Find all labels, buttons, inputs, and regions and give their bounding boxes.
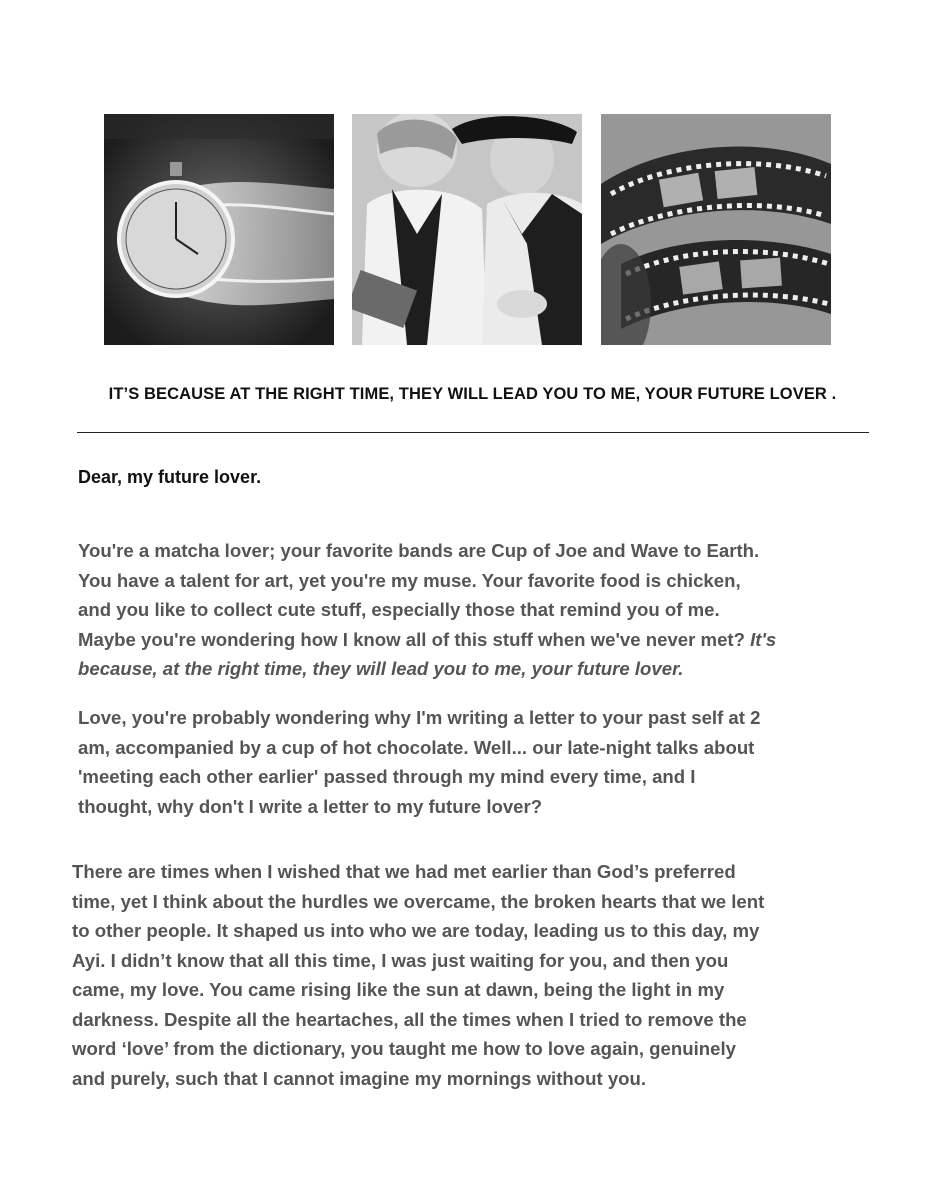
paragraph-1	[78, 536, 878, 684]
paragraph-3-line: came, my love. You came rising like the sun at dawn, being the light in my	[72, 979, 725, 1000]
paragraph-2-line: 'meeting each other earlier' passed through my mind every time, and I	[78, 766, 696, 787]
paragraph-3-line: and purely, such that I cannot imagine my mornings without you.	[72, 1067, 647, 1089]
two-boys-icon	[352, 114, 582, 345]
pocket-watch-icon	[104, 114, 334, 345]
paragraph-1-italic-end: because, at the right time, they will lead you to me, your future lover.	[78, 658, 684, 679]
paragraph-1-line	[78, 625, 878, 655]
paragraph-1-line-text: Maybe you're wondering how I know all of this stuff when we've never met?	[78, 628, 745, 650]
pocket-watch-photo	[104, 114, 334, 345]
headline: IT’S BECAUSE AT THE RIGHT TIME, THEY WILL LEAD YOU TO ME, YOUR FUTURE LOVER .	[108, 385, 837, 403]
paragraph-3-line: darkness. Despite all the heartaches, all the times when I tried to remove the	[72, 1008, 747, 1030]
paragraph-1-italic-start: It's	[750, 628, 777, 650]
paragraph-3-line: Ayi. I didn’t know that all this time, I was just waiting for you, and then you	[72, 949, 729, 971]
paragraph-2-line: thought, why don't I write a letter to my future lover?	[78, 795, 543, 817]
paragraph-2-line: am, accompanied by a cup of hot chocolate. Well... our late-night talks about	[78, 736, 755, 758]
paragraph-2-line: Love, you're probably wondering why I'm writing a letter to your past self at 2	[78, 707, 761, 728]
two-boys-photo	[352, 114, 582, 345]
paragraph-1-line: You have a talent for art, yet you're my muse. Your favorite food is chicken,	[78, 569, 741, 591]
paragraph-3-line: to other people. It shaped us into who we are today, leading us to this day, my	[72, 920, 760, 941]
film-strip-icon	[601, 114, 831, 345]
film-strip-photo	[601, 114, 831, 345]
salutation: Dear, my future lover.	[78, 467, 262, 487]
paragraph-1-line: You're a matcha lover; your favorite bands are Cup of Joe and Wave to Earth.	[78, 540, 760, 561]
divider-line	[77, 432, 869, 433]
paragraph-1-line: and you like to collect cute stuff, especially those that remind you of me.	[78, 599, 720, 620]
paragraph-3-line: There are times when I wished that we had met earlier than God’s preferred	[72, 861, 736, 882]
paragraph-2	[78, 703, 878, 821]
paragraph-3-line: word ‘love’ from the dictionary, you taught me how to love again, genuinely	[72, 1038, 736, 1059]
paragraph-3-line: time, yet I think about the hurdles we overcame, the broken hearts that we lent	[72, 890, 765, 912]
paragraph-3	[72, 857, 872, 1093]
